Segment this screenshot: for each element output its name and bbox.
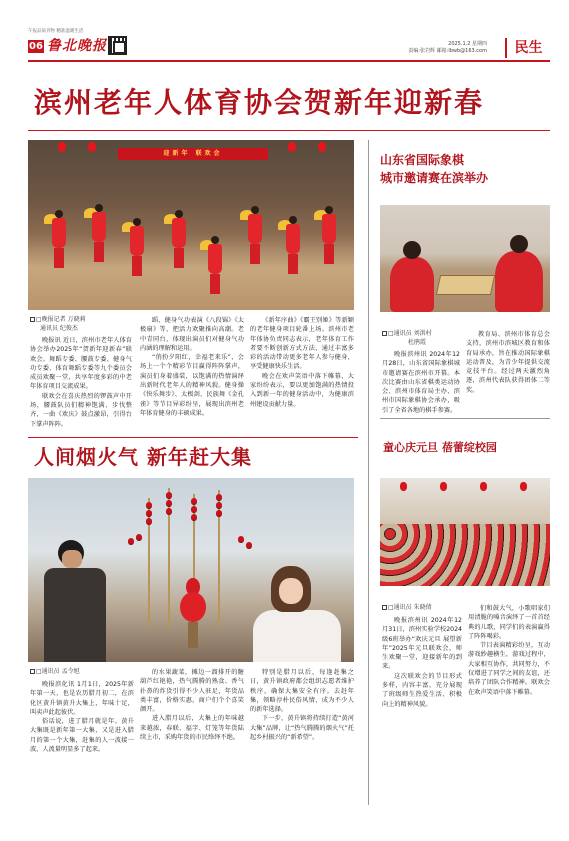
dancer-figure — [90, 204, 108, 262]
paragraph: 晚报滨州讯 2024年12月28日，山东省国际象棋城市邀请赛在滨州市开幕。本次比赛由山东省棋类运动协会、滨州市体育局主办，滨州市国际象棋协会承办，吸引了全省各地的棋手参赛。 — [382, 351, 460, 414]
main-headline: 滨州老年人体育协会贺新年迎新春 — [34, 86, 485, 119]
lantern-icon — [318, 142, 326, 152]
page-number: 06 — [29, 41, 43, 52]
chess-photo-credit: □通讯员 刘洪村 — [382, 330, 432, 338]
issue-date: 2025.1.2 星期四 — [448, 41, 487, 47]
haw-berry — [246, 542, 252, 548]
qr-code-icon — [108, 36, 127, 55]
newspaper-logo: 鲁北晚报 — [47, 38, 107, 54]
haw-berry — [191, 514, 197, 520]
paragraph: 们和鼓大气，小歌唱家们用清脆的嗓音演绎了一首首经典的儿歌，同学们的表演赢得了阵阵喝彩。 — [468, 605, 550, 640]
shopper-figure — [243, 566, 343, 662]
dancer-figure — [128, 218, 146, 276]
chess-story-column-1 — [382, 350, 460, 414]
paragraph: 进入腊月以后，大集上的年味越来越浓，春联、福字、灯笼等年货陆续上市，采购年货的市民络绎不绝。 — [140, 715, 244, 742]
main-story-column-3 — [250, 316, 354, 432]
column-divider — [368, 140, 369, 805]
stage-performance-photo — [28, 140, 354, 310]
paragraph: “俏扮夕阳红，幸福老来乐”，会场上一个个精彩节目赢得阵阵掌声，演员们身着盛装，以饱满的热情演绎出新时代老年人的精神风貌。健身操《快乐舞步》、太极剑、民族舞《金孔雀》等节目异彩纷呈，展现出滨州老年体育健身的丰硕成果。 — [140, 354, 244, 417]
vendor-figure — [40, 540, 110, 662]
paragraph: 晚报滨化讯 1月1日，2025年新年第一天，也是农历腊月初二，在滨化区黄升镇黄升大集上，年味十足，叫卖声此起彼伏。 — [30, 681, 134, 716]
haw-berry — [166, 492, 172, 498]
chess-tournament-photo — [380, 205, 550, 312]
dancer-figure — [170, 210, 188, 268]
header-tagline: 午报品质刊物 精准温暖生活 — [28, 29, 84, 34]
page-header — [0, 0, 569, 62]
paragraph: 的水果蔬菜，摊边一溜排开的糖葫芦红艳艳，热气腾腾的熟食、香气扑鼻的炸货引得不少人驻足，年货品类丰富，价格实惠，商户们个个喜笑颜开。 — [140, 669, 244, 714]
chessboard-icon — [436, 275, 495, 295]
dancer-figure — [246, 206, 264, 264]
candied-gourd — [178, 578, 208, 648]
haw-berry — [191, 498, 197, 504]
school-story-column-1 — [382, 616, 462, 806]
haw-berry — [216, 510, 222, 516]
dancer-figure — [206, 236, 232, 294]
lantern-icon — [88, 142, 96, 152]
students-crowd — [380, 524, 550, 586]
lantern-icon — [440, 482, 447, 491]
market-photo-credit: □通讯员 孟令旭 — [30, 668, 80, 676]
paragraph: 这次联欢会的节目形式多样，内容丰富，充分展现了班级师生热爱生活、积极向上的精神风貌。 — [382, 672, 462, 708]
haw-berry — [216, 494, 222, 500]
photo-credit-2: 通讯员 纪俊杰 — [40, 325, 78, 332]
paragraph: 节目表演精彩纷呈，互动游戏妙趣横生，游戏过程中，大家相互协作，共同努力，不仅增进了同学之间的友谊，还培养了团队合作精神。联欢会在欢声笑语中落下帷幕。 — [468, 642, 550, 696]
haw-berry — [146, 518, 152, 524]
paragraph: 《新年序曲》《霸王别姬》等新颖的老年健身项目轮番上场。滨州市老年体协负责同志表示，老年体育工作者要不断创新方式方法，通过丰富多彩的活动带动更多老年人参与健身，享受健康快乐生活。 — [250, 317, 354, 371]
market-headline: 人间烟火气 新年赶大集 — [34, 445, 252, 469]
school-photo-credit: □通讯员 朱晓倩 — [382, 604, 432, 612]
haw-berry — [216, 502, 222, 508]
market-photo — [28, 478, 354, 662]
dancer-figure — [50, 210, 68, 268]
paragraph: 教育局、滨州市体育总会支持，滨州市滨城区教育和体育局承办，旨在推动国际象棋运动普及，为青少年提供交流竞技平台。经过两天激烈角逐，滨州代表队获得团体二等奖。 — [466, 331, 550, 394]
paragraph: 晚会在欢声笑语中落下帷幕，大家纷纷表示，要以更加饱满的热情投入到新一年的健身活动中，为健康滨州建设贡献力量。 — [250, 372, 354, 408]
haw-berry — [238, 536, 244, 542]
lantern-icon — [58, 142, 66, 152]
editor-info: 责编:张岩辉 邮箱:lbwb@163.com — [408, 48, 487, 54]
header-meta — [408, 41, 487, 55]
header-divider — [28, 60, 550, 62]
chess-headline-line-1: 山东省国际象棋 — [380, 153, 465, 167]
lantern-icon — [288, 142, 296, 152]
school-story-column-2 — [468, 604, 550, 806]
market-story-column-1 — [30, 680, 134, 806]
paragraph: 特别是腊月以后，每逢赶集之日，黄升镇政府都会组织志愿者维护秩序，确保大集安全有序。去赶年集，领略淳朴民俗风情，成为不少人的新年选择。 — [250, 669, 354, 714]
market-story-column-3 — [250, 668, 354, 806]
paragraph: 蹈、健身气功表演《八段锦》《太极扇》等，把活力欢聚推向高潮。老中青同台，体现出演员们对健身气功内涵的理解和运用。 — [140, 317, 244, 352]
player-figure — [390, 257, 434, 312]
chess-headline-line-2: 城市邀请赛在滨举办 — [380, 171, 489, 185]
haw-berry — [146, 510, 152, 516]
section-divider — [28, 437, 358, 438]
paragraph: 俗话说，进了腊月就是年。黄升大集既是新年第一大集，又是进入腊月的第一个大集，赶集的人一波接一波，人流量明显多了起来。 — [30, 718, 134, 754]
haw-berry — [146, 502, 152, 508]
school-celebration-photo — [380, 478, 550, 586]
haw-berry — [136, 534, 142, 540]
chess-story-column-2 — [466, 330, 550, 414]
lantern-icon — [480, 482, 487, 491]
main-story-column-2 — [140, 316, 244, 432]
stage-banner: 迎新年 联欢会 — [118, 148, 268, 160]
school-headline: 童心庆元旦 蓓蕾绽校园 — [383, 441, 497, 454]
haw-berry — [128, 538, 134, 544]
chess-photo-credit-2: 杜鹃霞 — [408, 339, 427, 346]
headline-divider — [28, 130, 550, 131]
section-divider — [380, 418, 550, 419]
section-name: 民生 — [505, 38, 550, 58]
haw-berry — [166, 500, 172, 506]
main-story-column-1 — [30, 336, 132, 432]
haw-berry — [166, 508, 172, 514]
paragraph: 下一步，黄升镇将持续打造“黄河大集”品牌，让“热气腾腾的烟火气”托起乡村振兴的“新希望”。 — [250, 715, 354, 742]
market-story-column-2 — [140, 668, 244, 806]
lantern-icon — [520, 482, 527, 491]
lantern-icon — [400, 482, 407, 491]
paragraph: 晚报滨州讯 2024年12月31日，滨州实验学校2024级6班举办“欢庆元旦 展望新年”2025年元旦联欢会，师生欢聚一堂，迎接新年的到来。 — [382, 617, 462, 671]
dancer-figure — [284, 216, 302, 274]
haw-berry — [191, 506, 197, 512]
dancer-figure — [320, 206, 338, 264]
paragraph: 晚报讯 近日，滨州市老年人体育协会举办2025年“贺新年迎新春”联欢会。舞蹈专委、腰鼓专委、健身气功专委、体育舞蹈专委等九个委员会成员欢聚一堂，共享年度多彩的中老年体育项目交流成果。 — [30, 337, 132, 391]
player-figure — [495, 251, 543, 312]
photo-credit: □晚报记者 万晓莉 — [30, 316, 86, 324]
paragraph: 联欢会在喜庆热烈的锣鼓声中开场，腰鼓队员们精神饱满、步伐整齐，一曲《欢庆》鼓点激昂，引得台下掌声阵阵。 — [30, 392, 132, 428]
